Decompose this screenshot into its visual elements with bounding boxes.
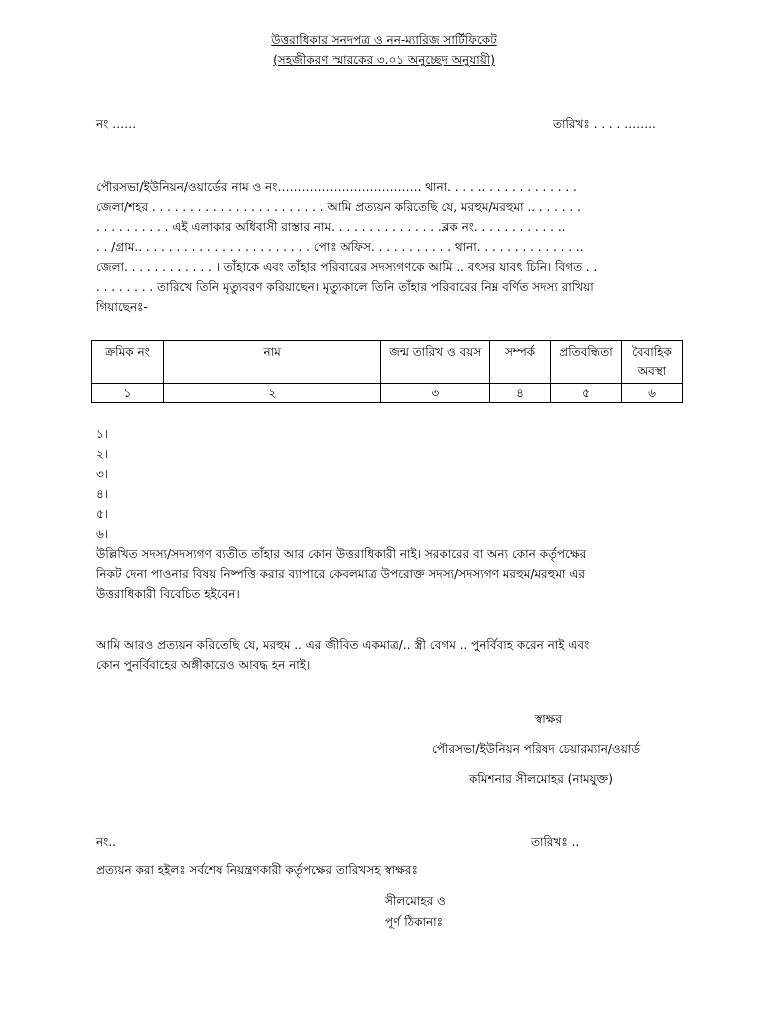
- table-number-row: [92, 384, 683, 403]
- table-header-cell: নাম: [163, 341, 380, 384]
- list-item: ৬।: [96, 527, 109, 541]
- list-item: ৩।: [96, 467, 109, 481]
- signature-title-line-1: পৌরসভা/ইউনিয়ন পরিষদ চেয়ারম্যান/ওয়ার্ড: [432, 742, 641, 756]
- body-line: গিয়াছেনঃ-: [96, 300, 148, 314]
- table-header-cell: ক্রমিক নং: [92, 341, 164, 384]
- table-header-cell: প্রতিবন্ধিতা: [551, 341, 622, 384]
- footer-number: নং..: [96, 835, 116, 849]
- list-item: ১।: [96, 427, 109, 441]
- signature-title-line-2: কমিশনার সীলমোহর (নামযুক্ত): [469, 772, 613, 786]
- full-address-label: পূর্ণ ঠিকানাঃ: [385, 915, 443, 929]
- title-line-1: উত্তরাধিকার সনদপত্র ও নন-ম্যারিজ সার্টিফিকেট: [271, 33, 497, 47]
- body-line: . . /গ্রাম.. . . . . . . . . . . . . . . . . . . . . . . পোঃ অফিস. . . . . . . . . . . থানা. . . . . . . . . . . . . ..: [96, 240, 584, 254]
- paragraph-line: কোন পুনর্বিবাহের অঙ্গীকারেও আবদ্ধ হন নাই।: [96, 658, 311, 672]
- table-cell: ৩: [381, 384, 490, 403]
- table-cell: ২: [163, 384, 380, 403]
- table-cell: ৬: [622, 384, 683, 403]
- title-line-2: (সহজীকরণ স্মারকের ৩.০১ অনুচ্ছেদ অনুযায়ী): [273, 53, 495, 67]
- footer-date: তারিখঃ ..: [531, 835, 580, 849]
- paragraph-line: উল্লিখিত সদস্য/সদস্যগণ ব্যতীত তাঁহার আর কোন উত্তরাধিকারী নাই। সরকারের বা অন্য কোন কর্তৃপক্ষের: [96, 547, 587, 561]
- table-cell: ১: [92, 384, 164, 403]
- certificate-number: নং ……: [96, 117, 137, 131]
- body-line: . . . . . . . . তারিখে তিনি মৃত্যুবরণ করিয়াছেন। মৃত্যুকালে তিনি তাঁহার পরিবারের নিম্ন বর্ণিত সদস্য রাখিয়া: [96, 280, 594, 294]
- paragraph-line: উত্তরাধিকারী বিবেচিত হইবেন।: [96, 587, 240, 601]
- body-line: জেলা. . . . . . . . . . . . । তাঁহাকে এবং তাঁহার পরিবারের সদস্যগণকে আমি .. বৎসর যাবৎ চিনি। বিগত . .: [96, 260, 598, 274]
- body-line: . . . . . . . . . . এই এলাকার অধিবাসী রাস্তার নাম. . . . . . . . . . . . . . .ব্লক নং. . . . . . . . . . . ..: [96, 220, 566, 234]
- signature-label: স্বাক্ষর: [535, 712, 563, 726]
- table-cell: ৪: [490, 384, 551, 403]
- list-item: ৪।: [96, 487, 109, 501]
- attestation-line: প্রত্যয়ন করা হইলঃ সর্বশেষ নিয়ন্ত্রণকারী কর্তৃপক্ষের তারিখসহ স্বাক্ষরঃ: [96, 863, 418, 877]
- table-header-cell: বৈবাহিক অবস্থা: [622, 341, 683, 384]
- table-header-cell: জন্ম তারিখ ও বয়স: [381, 341, 490, 384]
- list-item: ২।: [96, 447, 109, 461]
- table-header-row: [92, 341, 683, 384]
- heirs-table: [91, 340, 683, 403]
- seal-label: সীলমোহর ও: [385, 894, 446, 908]
- table-cell: ৫: [551, 384, 622, 403]
- paragraph-line: আমি আরও প্রত্যয়ন করিতেছি যে, মরহুম .. এর জীবিত একমাত্র/.. স্ত্রী বেগম .. পুনর্বিবাহ করেন নাই এবং: [96, 638, 590, 652]
- list-item: ৫।: [96, 507, 109, 521]
- body-line: পৌরসভা/ইউনিয়ন/ওয়ার্ডের নাম ও নং……………………………… থানা. . . . .. . . . . . . . . . . . .: [96, 180, 577, 194]
- certificate-date: তারিখঃ . . . . ……..: [553, 117, 656, 131]
- body-line: জেলা/শহর . . . . . . . . . . . . . . . . . . . . . . . আমি প্রত্যয়ন করিতেছি যে, মরহুম/মরহুমা .. . . . . . .: [96, 200, 581, 214]
- table-header-cell: সম্পর্ক: [490, 341, 551, 384]
- paragraph-line: নিকট দেনা পাওনার বিষয় নিষ্পত্তি করার ব্যাপারে কেবলমাত্র উপরোক্ত সদস্য/সদস্যগণ মরহুম/মরহুমা এর: [96, 567, 586, 581]
